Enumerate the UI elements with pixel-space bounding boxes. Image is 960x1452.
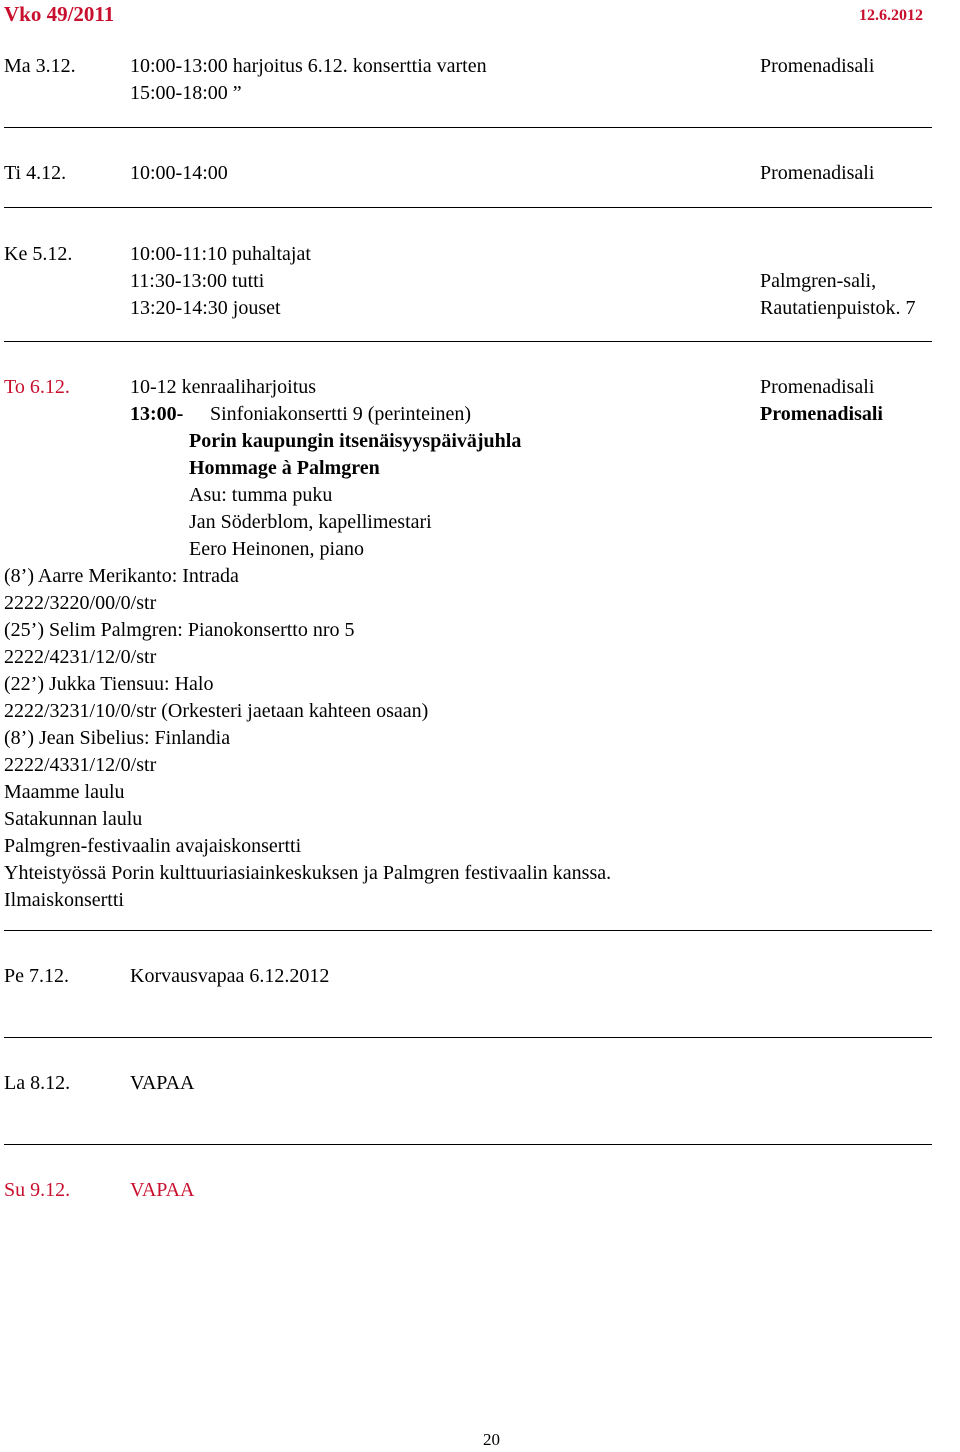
program-line: Maamme laulu xyxy=(4,781,125,803)
day-label-wed: Ke 5.12. xyxy=(4,243,73,265)
thu-rehearsal: 10-12 kenraaliharjoitus xyxy=(130,376,317,398)
week-heading: Vko 49/2011 xyxy=(4,2,115,26)
day-label-mon: Ma 3.12. xyxy=(4,55,76,77)
thu-conductor: Jan Söderblom, kapellimestari xyxy=(189,511,432,533)
day-label-tue: Ti 4.12. xyxy=(4,162,67,184)
mon-venue: Promenadisali xyxy=(760,55,875,77)
program-line: (22’) Jukka Tiensuu: Halo xyxy=(4,673,214,695)
divider xyxy=(4,127,932,128)
program-line: Yhteistyössä Porin kulttuuriasiainkeskuksen ja Palmgren festivaalin kanssa. xyxy=(4,862,612,884)
divider xyxy=(4,341,932,342)
mon-line-1: 10:00-13:00 harjoitus 6.12. konserttia varten xyxy=(130,55,487,77)
divider xyxy=(4,1144,932,1145)
day-label-thu: To 6.12. xyxy=(4,376,70,398)
divider xyxy=(4,1037,932,1038)
sun-text: VAPAA xyxy=(130,1179,195,1201)
program-line: Ilmaiskonsertti xyxy=(4,889,124,911)
thu-dress-code: Asu: tumma puku xyxy=(189,484,333,506)
thu-rehearsal-venue: Promenadisali xyxy=(760,376,875,398)
divider xyxy=(4,207,932,208)
mon-line-2: 15:00-18:00 ” xyxy=(130,82,242,104)
program-line: (8’) Aarre Merikanto: Intrada xyxy=(4,565,239,587)
program-line: Palmgren-festivaalin avajaiskonsertti xyxy=(4,835,302,857)
program-line: 2222/3231/10/0/str (Orkesteri jaetaan kahteen osaan) xyxy=(4,700,429,722)
thu-event-subtitle: Hommage à Palmgren xyxy=(189,457,380,479)
program-line: (25’) Selim Palmgren: Pianokonsertto nro 5 xyxy=(4,619,355,641)
program-line: 2222/3220/00/0/str xyxy=(4,592,157,614)
program-line: 2222/4231/12/0/str xyxy=(4,646,157,668)
thu-soloist: Eero Heinonen, piano xyxy=(189,538,364,560)
thu-concert-venue: Promenadisali xyxy=(760,403,883,425)
thu-concert-title: Sinfoniakonsertti 9 (perinteinen) xyxy=(210,403,472,425)
day-label-sun: Su 9.12. xyxy=(4,1179,71,1201)
day-label-fri: Pe 7.12. xyxy=(4,965,69,987)
wed-venue-2: Rautatienpuistok. 7 xyxy=(760,297,916,319)
wed-line-1: 10:00-11:10 puhaltajat xyxy=(130,243,311,265)
program-line: 2222/4331/12/0/str xyxy=(4,754,157,776)
day-label-sat: La 8.12. xyxy=(4,1072,71,1094)
thu-event-title: Porin kaupungin itsenäisyyspäiväjuhla xyxy=(189,430,522,452)
divider xyxy=(4,930,932,931)
tue-time: 10:00-14:00 xyxy=(130,162,228,184)
wed-line-3: 13:20-14:30 jouset xyxy=(130,297,281,319)
wed-line-2: 11:30-13:00 tutti xyxy=(130,270,265,292)
sat-text: VAPAA xyxy=(130,1072,195,1094)
document-date: 12.6.2012 xyxy=(859,7,923,24)
fri-text: Korvausvapaa 6.12.2012 xyxy=(130,965,330,987)
thu-concert-time: 13:00- xyxy=(130,403,184,425)
program-line: Satakunnan laulu xyxy=(4,808,143,830)
wed-venue-1: Palmgren-sali, xyxy=(760,270,877,292)
program-line: (8’) Jean Sibelius: Finlandia xyxy=(4,727,231,749)
page-number: 20 xyxy=(483,1430,500,1449)
tue-venue: Promenadisali xyxy=(760,162,875,184)
